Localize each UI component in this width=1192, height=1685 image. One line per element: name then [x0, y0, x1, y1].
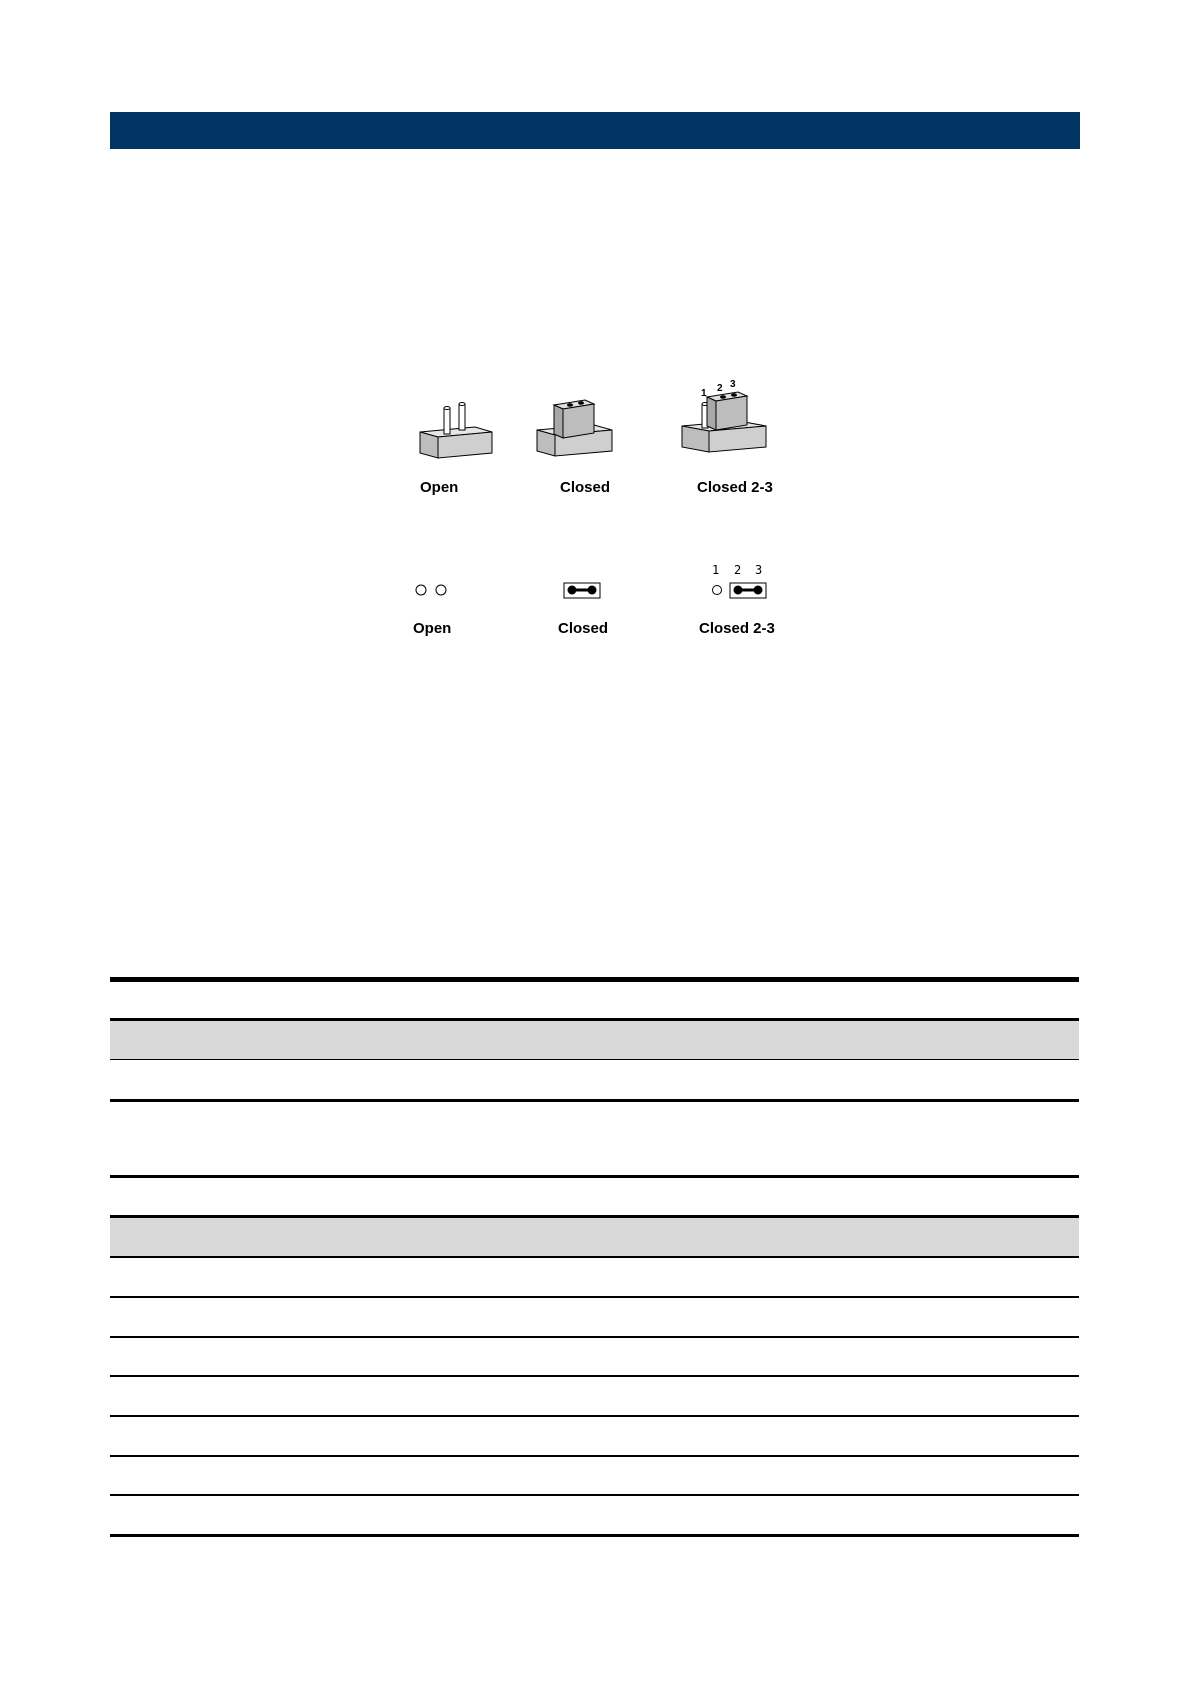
pin-number-3: 3 [755, 563, 763, 577]
pin-number-1: 1 [701, 388, 707, 399]
jumper-3d-closed [537, 400, 612, 456]
table-2-row-rule [110, 1375, 1079, 1377]
table-2-row-rule [110, 1415, 1079, 1417]
label-3d-closed: Closed [560, 479, 611, 496]
label-3d-open: Open [420, 479, 459, 496]
table-2-bottom-rule [110, 1534, 1079, 1537]
table-2-row-rule [110, 1494, 1079, 1496]
jumper-3d-closed-2-3 [682, 392, 766, 452]
label-2d-closed: Closed [558, 620, 609, 637]
table-1-row-rule [110, 1059, 1079, 1060]
table-2-header-rule [110, 1215, 1079, 1218]
jumper-3d-open [420, 403, 492, 459]
table-2-row-rule [110, 1296, 1079, 1298]
table-1-bottom-rule [110, 1099, 1079, 1102]
table-2-row-rule [110, 1256, 1079, 1258]
table-1-header-rule [110, 1018, 1079, 1021]
table-2-header-row [110, 1218, 1079, 1256]
label-3d-closed-2-3: Closed 2-3 [697, 479, 773, 496]
table-1-header-row [110, 1021, 1079, 1059]
jumper-2d-closed [564, 583, 600, 598]
pin-number-2: 2 [717, 383, 723, 394]
label-2d-open: Open [413, 620, 452, 637]
table-2-row-rule [110, 1455, 1079, 1457]
jumper-2d-open [416, 585, 446, 595]
jumper-3d-illustrations [400, 375, 800, 475]
jumper-2d-closed-2-3 [713, 583, 767, 598]
table-2-row-rule [110, 1336, 1079, 1338]
section-header-bar [110, 112, 1080, 149]
label-2d-closed-2-3: Closed 2-3 [699, 620, 775, 637]
table-2-top-rule [110, 1175, 1079, 1178]
pin-number-1: 1 [712, 563, 720, 577]
pin-number-3: 3 [730, 379, 736, 390]
pin-number-2: 2 [734, 563, 742, 577]
table-1-top-rule [110, 977, 1079, 982]
